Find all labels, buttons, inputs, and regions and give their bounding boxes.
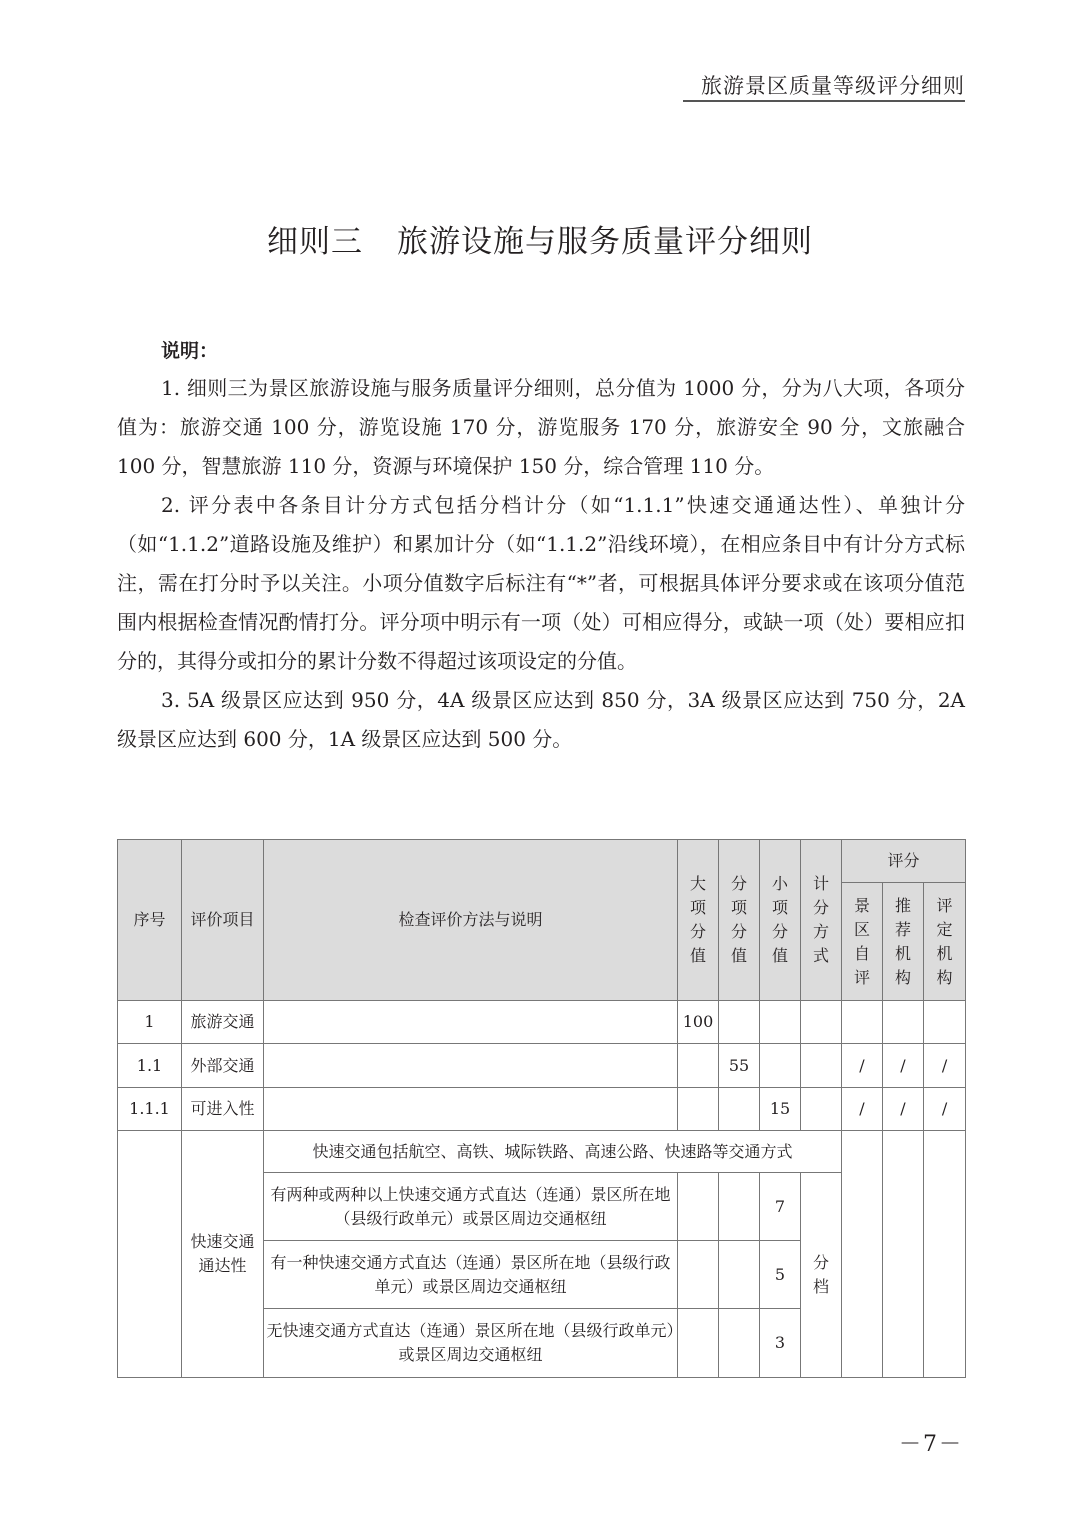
cell-mode xyxy=(801,1001,842,1044)
cell-self: / xyxy=(842,1088,883,1131)
cell-minor: 3 xyxy=(760,1309,801,1378)
header-self: 景区自评 xyxy=(842,883,883,1001)
cell-major xyxy=(678,1309,719,1378)
header-minor: 小项分值 xyxy=(760,840,801,1001)
cell-sub xyxy=(719,1241,760,1309)
header-score: 评分 xyxy=(842,840,966,883)
header-method: 检查评价方法与说明 xyxy=(264,840,678,1001)
cell-major xyxy=(678,1088,719,1131)
cell-rating: / xyxy=(924,1088,966,1131)
notes-section xyxy=(117,336,965,759)
cell-recommend xyxy=(883,1001,924,1044)
header-major: 大项分值 xyxy=(678,840,719,1001)
cell-mode xyxy=(801,1044,842,1088)
cell-self-empty xyxy=(842,1131,883,1378)
table-row xyxy=(118,1131,966,1173)
cell-method xyxy=(264,1001,678,1044)
cell-sub xyxy=(719,1088,760,1131)
cell-mode xyxy=(801,1088,842,1131)
notes-label: 说明： xyxy=(161,340,219,362)
cell-item: 可进入性 xyxy=(182,1088,264,1131)
cell-seq: 1.1 xyxy=(118,1044,182,1088)
cell-major xyxy=(678,1241,719,1309)
cell-minor xyxy=(760,1044,801,1088)
title-number: 细则三 xyxy=(267,224,363,260)
cell-method xyxy=(264,1088,678,1131)
table-row xyxy=(118,1088,966,1131)
cell-minor: 7 xyxy=(760,1173,801,1241)
cell-sub: 55 xyxy=(719,1044,760,1088)
page-number: －7－ xyxy=(899,1432,963,1457)
table-row xyxy=(118,1044,966,1088)
note-paragraph-1: 1. 细则三为景区旅游设施与服务质量评分细则，总分值为 1000 分，分为八大项，各项分值为：旅游交通 100 分，游览设施 170 分，游览服务 170 分，旅游安全 90 分，文旅融合 100 分，智慧旅游 110 分，资源与环境保护 150 分，综合管理 110 分。 xyxy=(117,376,965,478)
cell-sub xyxy=(719,1309,760,1378)
cell-seq-empty xyxy=(118,1131,182,1378)
cell-item: 外部交通 xyxy=(182,1044,264,1088)
cell-major xyxy=(678,1173,719,1241)
cell-self xyxy=(842,1001,883,1044)
cell-rating-empty xyxy=(924,1131,966,1378)
cell-minor: 15 xyxy=(760,1088,801,1131)
cell-major: 100 xyxy=(678,1001,719,1044)
header-rating: 评定机构 xyxy=(924,883,966,1001)
header-seq: 序号 xyxy=(118,840,182,1001)
cell-major xyxy=(678,1044,719,1088)
cell-item-group: 快速交通通达性 xyxy=(182,1131,264,1378)
cell-minor xyxy=(760,1001,801,1044)
header-sub: 分项分值 xyxy=(719,840,760,1001)
cell-sub xyxy=(719,1001,760,1044)
cell-self: / xyxy=(842,1044,883,1088)
cell-recommend: / xyxy=(883,1088,924,1131)
cell-method xyxy=(264,1044,678,1088)
scoring-table xyxy=(117,839,966,1378)
cell-seq: 1.1.1 xyxy=(118,1088,182,1131)
header-recommend: 推荐机构 xyxy=(883,883,924,1001)
cell-method: 有两种或两种以上快速交通方式直达（连通）景区所在地（县级行政单元）或景区周边交通枢纽 xyxy=(264,1173,678,1241)
cell-mode: 分档 xyxy=(801,1173,842,1378)
running-head: 旅游景区质量等级评分细则 xyxy=(701,74,965,98)
cell-method: 有一种快速交通方式直达（连通）景区所在地（县级行政单元）或景区周边交通枢纽 xyxy=(264,1241,678,1309)
cell-sub xyxy=(719,1173,760,1241)
table-row xyxy=(118,1001,966,1044)
header-item: 评价项目 xyxy=(182,840,264,1001)
cell-method: 无快速交通方式直达（连通）景区所在地（县级行政单元）或景区周边交通枢纽 xyxy=(264,1309,678,1378)
page-title xyxy=(0,216,1080,261)
note-paragraph-3: 3. 5A 级景区应达到 950 分，4A 级景区应达到 850 分，3A 级景区应达到 750 分，2A 级景区应达到 600 分，1A 级景区应达到 500 分。 xyxy=(117,688,965,751)
cell-method-intro: 快速交通包括航空、高铁、城际铁路、高速公路、快速路等交通方式 xyxy=(264,1131,842,1173)
note-paragraph-2: 2. 评分表中各条目计分方式包括分档计分（如“1.1.1”快速交通通达性）、单独计分（如“1.1.2”道路设施及维护）和累加计分（如“1.1.2”沿线环境），在相应条目中有计分方式标注，需在打分时予以关注。小项分值数字后标注有“*”者，可根据具体评分要求或在该项分值范围内根据检查情况酌情打分。评分项中明示有一项（处）可相应得分，或缺一项（处）要相应扣分的，其得分或扣分的累计分数不得超过该项设定的分值。 xyxy=(117,493,965,673)
cell-rating: / xyxy=(924,1044,966,1088)
running-head-rule xyxy=(683,100,965,102)
cell-recommend-empty xyxy=(883,1131,924,1378)
cell-seq: 1 xyxy=(118,1001,182,1044)
title-text: 旅游设施与服务质量评分细则 xyxy=(397,224,813,260)
cell-minor: 5 xyxy=(760,1241,801,1309)
header-mode: 计分方式 xyxy=(801,840,842,1001)
cell-recommend: / xyxy=(883,1044,924,1088)
cell-rating xyxy=(924,1001,966,1044)
cell-item: 旅游交通 xyxy=(182,1001,264,1044)
